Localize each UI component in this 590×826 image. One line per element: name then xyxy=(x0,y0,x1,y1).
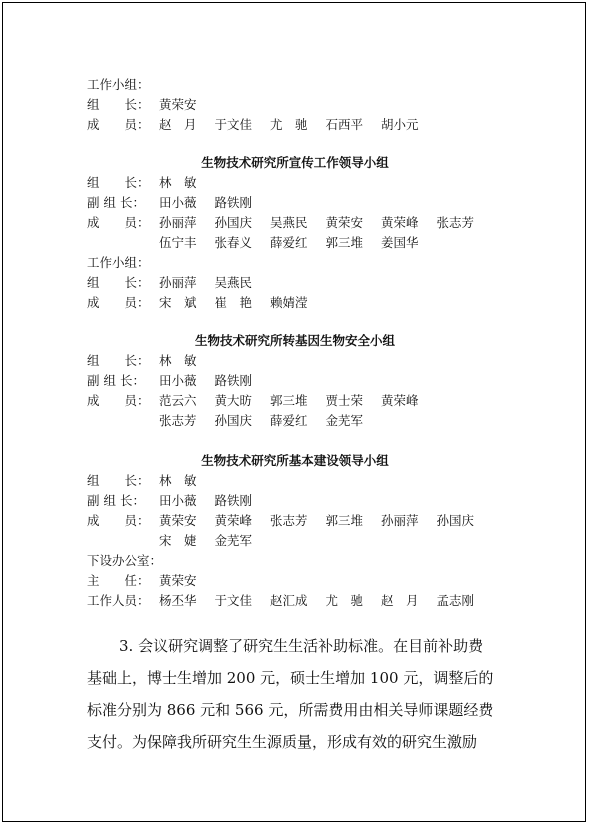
paragraph-line: 3. 会议研究调整了研究生生活补助标准。在目前补助费 xyxy=(119,637,484,655)
group-label: 工作小组： xyxy=(87,77,150,92)
member-name: 赵 月 xyxy=(381,593,419,608)
member-name: 宋 婕 xyxy=(159,533,197,548)
office-label: 下设办公室： xyxy=(87,553,163,568)
member-name: 尤 驰 xyxy=(270,117,308,132)
member-names xyxy=(159,295,322,311)
member-name: 黄荣安 xyxy=(159,97,197,112)
member-names xyxy=(159,593,488,609)
member-name: 孙国庆 xyxy=(214,413,253,428)
member-names xyxy=(159,117,433,133)
member-name: 贾士荣 xyxy=(325,393,364,408)
member-name: 路铁刚 xyxy=(214,493,253,508)
member-name: 赵 月 xyxy=(159,117,197,132)
member-name: 林 敏 xyxy=(159,473,197,488)
member-name: 伍宁丰 xyxy=(159,235,197,250)
role-label: 组 长： xyxy=(87,275,150,290)
role-label: 副 组 长： xyxy=(87,195,145,210)
member-name: 田小薇 xyxy=(159,373,197,388)
member-name: 吴燕民 xyxy=(214,275,253,290)
member-name: 杨丕华 xyxy=(159,593,197,608)
member-names xyxy=(159,235,433,251)
member-name: 赵汇成 xyxy=(270,593,308,608)
member-names xyxy=(159,275,266,291)
member-name: 林 敏 xyxy=(159,175,197,190)
member-name: 孙国庆 xyxy=(214,215,253,230)
member-name: 田小薇 xyxy=(159,493,197,508)
section-title: 生物技术研究所基本建设领导小组 xyxy=(201,453,389,468)
role-label: 组 长： xyxy=(87,353,150,368)
member-name: 胡小元 xyxy=(381,117,419,132)
member-name: 黄大昉 xyxy=(214,393,253,408)
paragraph-line: 基础上，博士生增加 200 元，硕士生增加 100 元，调整后的 xyxy=(87,669,494,687)
paragraph-line: 支付。为保障我所研究生生源质量，形成有效的研究生激励 xyxy=(87,733,478,751)
member-name: 黄荣安 xyxy=(159,573,197,588)
member-name: 薛爱红 xyxy=(270,413,308,428)
member-name: 石西平 xyxy=(325,117,364,132)
member-name: 于文佳 xyxy=(214,117,253,132)
member-name: 姜国华 xyxy=(381,235,419,250)
group-label: 工作小组： xyxy=(87,255,150,270)
member-names xyxy=(159,97,211,113)
role-label: 成 员： xyxy=(87,295,150,310)
role-label: 组 长： xyxy=(87,473,150,488)
member-names xyxy=(159,413,377,429)
member-name: 郭三堆 xyxy=(325,513,364,528)
role-label: 成 员： xyxy=(87,393,150,408)
paragraph-line: 标准分别为 866 元和 566 元，所需费用由相关导师课题经费 xyxy=(87,701,494,719)
member-names xyxy=(159,393,433,409)
member-name: 孙丽萍 xyxy=(159,275,197,290)
member-names xyxy=(159,473,211,489)
role-label: 组 长： xyxy=(87,175,150,190)
role-label: 成 员： xyxy=(87,215,150,230)
member-name: 郭三堆 xyxy=(325,235,364,250)
role-label: 主 任： xyxy=(87,573,150,588)
member-name: 田小薇 xyxy=(159,195,197,210)
member-name: 张春义 xyxy=(214,235,253,250)
member-names xyxy=(159,513,488,529)
member-name: 张志芳 xyxy=(159,413,197,428)
role-label: 组 长： xyxy=(87,97,150,112)
member-name: 崔 艳 xyxy=(214,295,253,310)
member-name: 路铁刚 xyxy=(214,373,253,388)
member-name: 林 敏 xyxy=(159,353,197,368)
member-name: 范云六 xyxy=(159,393,197,408)
member-name: 孙丽萍 xyxy=(381,513,419,528)
role-label: 副 组 长： xyxy=(87,373,145,388)
member-name: 于文佳 xyxy=(214,593,253,608)
role-label: 成 员： xyxy=(87,513,150,528)
section-title: 生物技术研究所转基因生物安全小组 xyxy=(194,333,395,348)
member-name: 金芜军 xyxy=(214,533,253,548)
document-page xyxy=(2,2,586,822)
member-names xyxy=(159,215,488,231)
member-name: 金芜军 xyxy=(325,413,364,428)
member-name: 宋 斌 xyxy=(159,295,197,310)
member-name: 尤 驰 xyxy=(325,593,364,608)
member-names xyxy=(159,533,266,549)
member-name: 薛爱红 xyxy=(270,235,308,250)
member-name: 黄荣峰 xyxy=(381,393,419,408)
member-name: 孟志刚 xyxy=(436,593,475,608)
section-title: 生物技术研究所宣传工作领导小组 xyxy=(201,155,389,170)
role-label: 成 员： xyxy=(87,117,150,132)
member-names xyxy=(159,493,266,509)
member-names xyxy=(159,353,211,369)
role-label: 副 组 长： xyxy=(87,493,145,508)
member-name: 孙丽萍 xyxy=(159,215,197,230)
member-names xyxy=(159,175,211,191)
member-names xyxy=(159,195,266,211)
member-names xyxy=(159,573,211,589)
member-name: 路铁刚 xyxy=(214,195,253,210)
member-name: 黄荣安 xyxy=(159,513,197,528)
member-name: 张志芳 xyxy=(436,215,475,230)
member-name: 黄荣峰 xyxy=(381,215,419,230)
member-name: 孙国庆 xyxy=(436,513,475,528)
member-name: 黄荣峰 xyxy=(214,513,253,528)
member-name: 黄荣安 xyxy=(325,215,364,230)
member-name: 赖婧滢 xyxy=(270,295,308,310)
member-name: 郭三堆 xyxy=(270,393,308,408)
member-name: 吴燕民 xyxy=(270,215,308,230)
member-names xyxy=(159,373,266,389)
role-label: 工作人员： xyxy=(87,593,150,608)
member-name: 张志芳 xyxy=(270,513,308,528)
